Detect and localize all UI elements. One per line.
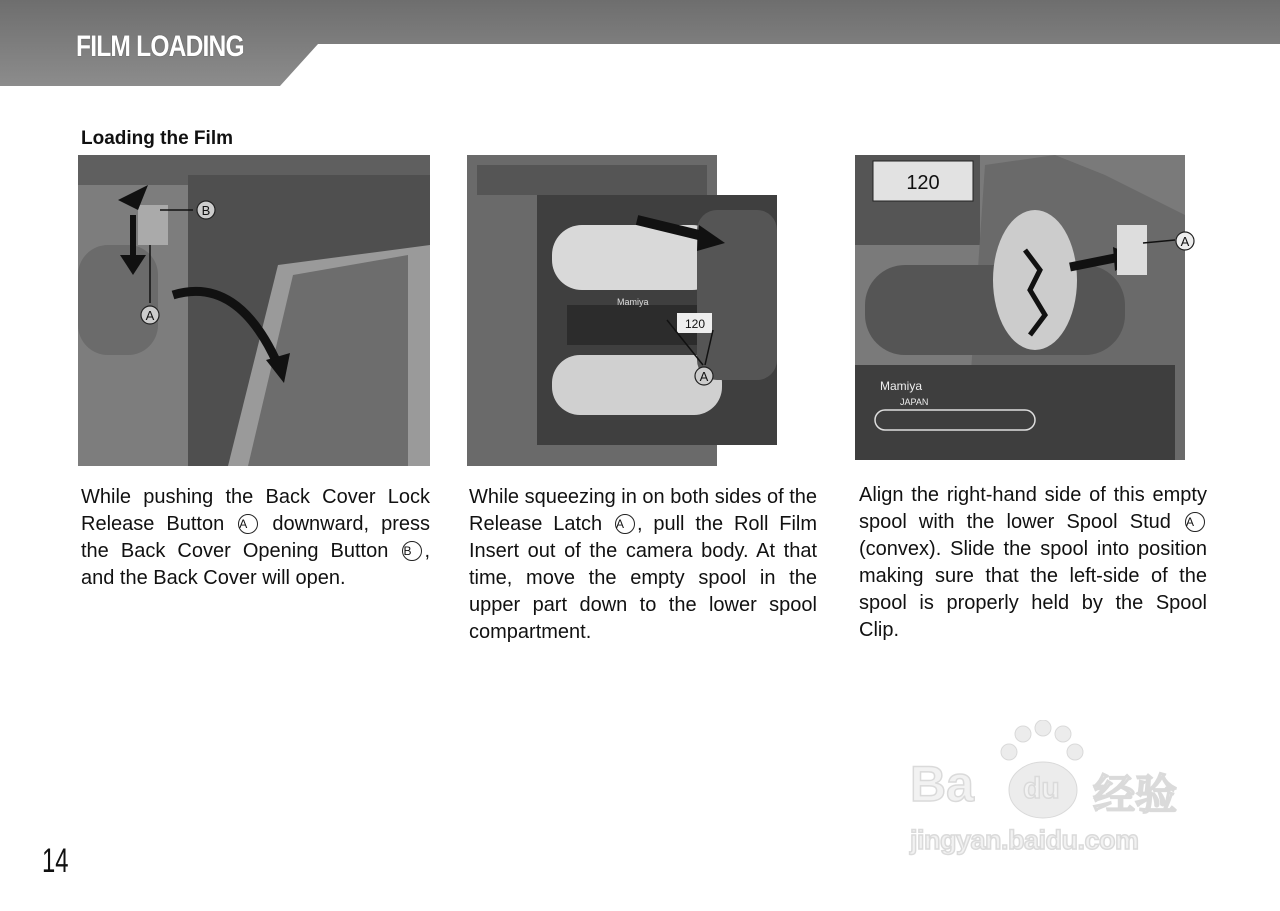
photo-film-insert: [467, 155, 819, 466]
photo-spool-alignment: [855, 155, 1207, 466]
callout-a-label: A: [1180, 234, 1190, 249]
caption-text: While pushing the Back Cover Lock Release Button: [81, 486, 430, 535]
caption-text: Align the right-hand side of this empty spool with the lower Spool Stud: [859, 484, 1207, 533]
page-number: 14: [42, 842, 69, 880]
caption-text: (convex). Slide the spool into position making sure that the left-side of the spool is properly held by the Spool Clip.: [859, 538, 1207, 641]
caption-text: downward, press the Back Cover Opening Button: [81, 513, 430, 562]
caption-text: While squeezing in on both sides of the Release Latch: [469, 486, 817, 535]
marker-a-icon: A: [615, 514, 635, 534]
brand-sub-label: JAPAN: [900, 397, 929, 407]
caption-step-2: [469, 484, 817, 646]
watermark-brand-mid: du: [1023, 772, 1060, 805]
film-box-label: 120: [906, 172, 940, 194]
callout-b-label: B: [201, 203, 211, 218]
watermark-url: jingyan.baidu.com: [910, 825, 1139, 855]
section-heading: Loading the Film: [81, 128, 233, 149]
callout-a-label: A: [145, 308, 155, 323]
caption-step-3: [859, 482, 1207, 644]
brand-label: Mamiya: [880, 379, 923, 393]
marker-b-icon: B: [402, 541, 422, 561]
caption-text: , and the Back Cover will open.: [81, 540, 430, 589]
marker-a-icon: A: [1185, 512, 1205, 532]
baidu-jingyan-watermark: [905, 720, 1205, 870]
photo-back-cover-open: [78, 155, 430, 466]
brand-label: Mamiya: [617, 297, 649, 307]
caption-step-1: [81, 484, 430, 592]
watermark-brand-cjk: 经验: [1093, 771, 1178, 818]
caption-text: , pull the Roll Film Insert out of the camera body. At that time, move the empty spool in the upper part down to the lower spool compartment.: [469, 513, 817, 643]
callout-a-label: A: [699, 369, 709, 384]
marker-a-icon: A: [238, 514, 258, 534]
watermark-brand-left: Ba: [910, 756, 974, 812]
page-title: FILM LOADING: [76, 30, 244, 63]
film-box-label: 120: [684, 317, 706, 331]
